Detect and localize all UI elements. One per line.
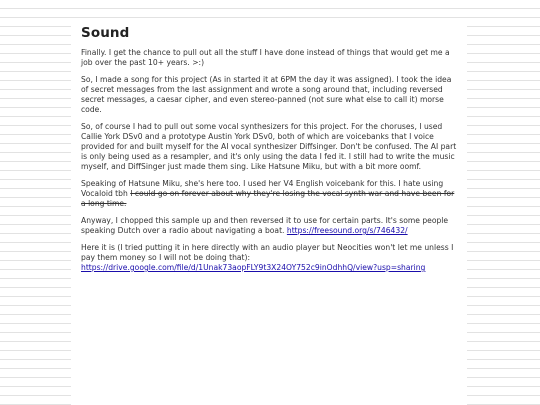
strikethrough-text: I could go on forever about why they're losing the vocal synth war and have been for a long time. bbox=[81, 189, 455, 208]
paragraph-song: So, I made a song for this project (As in started it at 6PM the day it was assigned). I took the idea of secret messages from the last assignment and wrote a song around that, including reversed secret messages, a caesar cipher, and even stereo-panned (not sure what else to call it) morse code. bbox=[81, 75, 452, 114]
sample-text: Anyway, I chopped this sample up and then reversed it to use for certain parts. It's some people speaking Dutch over a radio about navigating a boat. bbox=[81, 216, 449, 235]
freesound-link[interactable]: https://freesound.org/s/746432/ bbox=[286, 226, 408, 235]
google-drive-link[interactable]: https://drive.google.com/file/d/1Unak73aopFLY9t3X24OY752c9inOdhhQ/view?usp=sharing bbox=[81, 263, 426, 272]
page-title: Sound bbox=[81, 25, 130, 41]
miku-text: Speaking of Hatsune Miku, she's here too. I used her V4 English voicebank for this. I hate using Vocaloid tbh bbox=[81, 179, 444, 198]
paragraph-intro: Finally. I get the chance to pull out all the stuff I have done instead of things that would get me a job over the past 10+ years. >:) bbox=[81, 48, 450, 67]
paragraph-download bbox=[81, 243, 459, 273]
paragraph-vocal-synths: So, of course I had to pull out some vocal synthesizers for this project. For the choruses, I used Callie York DSv0 and a prototype Austin York DSv0, both of which are voicebanks that I voice provided for and built myself for the AI vocal synthesizer Diffsinger. Don't be confused. The AI part is only being used as a resampler, and it's only using the data I fed it. I still had to write the music myself, and DiffSinger just made them sing. Like Hatsune Miku, but with a bit more oomf. bbox=[81, 122, 457, 171]
content-card bbox=[71, 20, 467, 405]
paragraph-sample bbox=[81, 216, 459, 236]
paragraph-miku bbox=[81, 179, 459, 209]
download-text: Here it is (I tried putting it in here directly with an audio player but Neocities won't let me unless I pay them money so I will not be doing that): bbox=[81, 243, 454, 262]
